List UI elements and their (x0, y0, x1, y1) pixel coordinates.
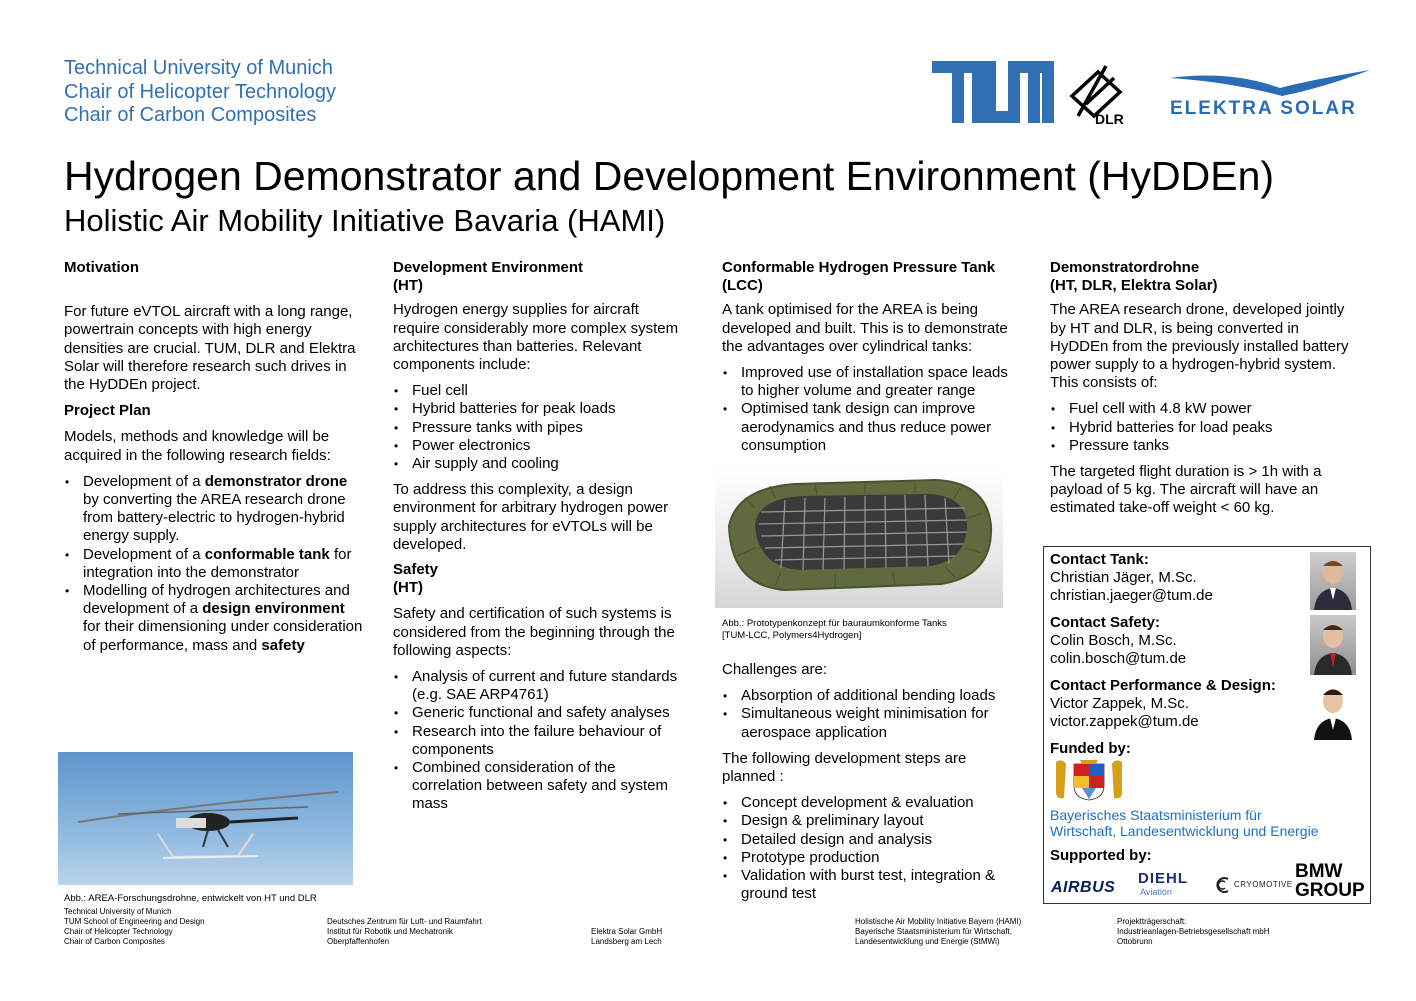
safety-list (393, 668, 688, 814)
development-heading-sub: (HT) (393, 277, 423, 295)
contact-box (1043, 546, 1371, 904)
list-item: • Simultaneous weight minimisation for aerospace application (722, 705, 1017, 741)
project-plan-heading: Project Plan (64, 402, 151, 420)
development-text-2: To address this complexity, a design environment for arbitrary hydrogen power supply architectures for eVTOLs will be developed. (393, 481, 669, 553)
footer-hami: Holistische Air Mobility Initiative Bayern (HAMI) Bayerische Staatsministerium für Wirtschaft, Landesentwicklung und Energie (StMWi) (855, 917, 1022, 946)
list-item: • Power electronics (393, 437, 688, 455)
motivation-text: For future eVTOL aircraft with a long range, powertrain concepts with high energy densities are crucial. TUM, DLR and Elektra Solar will therefore research such drives in the HyDDEn project. (64, 303, 356, 394)
list-item: • Combined consideration of the correlation between safety and system mass (393, 759, 688, 814)
list-item: • Fuel cell with 4.8 kW power (1050, 400, 1350, 418)
institution-block (64, 57, 336, 128)
cryomotive-icon (1215, 876, 1233, 894)
contact-tank-label: Contact Tank: (1050, 551, 1149, 568)
development-list (393, 382, 688, 473)
column-development (393, 259, 688, 814)
contact-tank-email[interactable]: christian.jaeger@tum.de (1050, 587, 1213, 604)
dlr-text: DLR (1095, 111, 1124, 127)
diehl-sub: Aviation (1140, 887, 1172, 897)
list-item: • Development of a conformable tank for integration into the demonstrator (64, 546, 364, 582)
list-item: • Fuel cell (393, 382, 688, 400)
footer-projekttraeger: Projektträgerschaft: Industrieanlagen-Betriebsgesellschaft mbH Ottobrunn (1117, 917, 1270, 946)
tank-list (722, 364, 1017, 455)
dlr-logo (1072, 66, 1120, 116)
list-item: • Detailed design and analysis (722, 831, 1017, 849)
contact-safety-email[interactable]: colin.bosch@tum.de (1050, 650, 1187, 667)
list-item: • Modelling of hydrogen architectures and development of a design environment for their dimensioning under consideration of performance, mass and safety (64, 582, 364, 655)
safety-heading-sub: (HT) (393, 579, 423, 597)
tank-text: A tank optimised for the AREA is being developed and built. This is to demonstrate the advantages over cylindrical tanks: (722, 301, 1008, 355)
development-heading: Development Environment (393, 259, 584, 276)
list-item: • Validation with burst test, integration & ground test (722, 867, 1017, 903)
poster-subtitle: Holistic Air Mobility Initiative Bavaria (HAMI) (64, 203, 666, 238)
contact-performance-email[interactable]: victor.zappek@tum.de (1050, 713, 1199, 730)
safety-heading: Safety (393, 561, 439, 579)
list-item: • Design & preliminary layout (722, 812, 1017, 830)
contact-performance-name: Victor Zappek, M.Sc. (1050, 695, 1189, 712)
footer-elektra: Elektra Solar GmbH Landsberg am Lech (591, 927, 663, 946)
steps-text: The following development steps are planned : (722, 749, 967, 786)
tank-heading-sub: (LCC) (722, 277, 763, 295)
demonstrator-text-2: The targeted flight duration is > 1h with a payload of 5 kg. The aircraft will have an estimated take-off weight < 60 kg. (1050, 463, 1322, 517)
project-plan-text: Models, methods and knowledge will be acquired in the following research fields: (64, 428, 331, 464)
demonstrator-heading-sub: (HT, DLR, Elektra Solar) (1050, 277, 1218, 295)
tank-heading: Conformable Hydrogen Pressure Tank (722, 259, 996, 276)
list-item: • Analysis of current and future standards (e.g. SAE ARP4761) (393, 668, 688, 704)
ministry-name: Bayerisches Staatsministerium für Wirtschaft, Landesentwicklung und Energie (1050, 807, 1319, 839)
column-motivation (64, 259, 364, 655)
institution-line: Chair of Carbon Composites (64, 104, 317, 126)
bmw-group-logo: BMW GROUP (1295, 861, 1365, 901)
contact-safety-name: Colin Bosch, M.Sc. (1050, 632, 1177, 649)
column-tank-lower (722, 661, 1017, 903)
avatar (1310, 680, 1356, 740)
list-item: • Pressure tanks with pipes (393, 419, 688, 437)
partner-logos (930, 58, 1372, 128)
steps-list (722, 794, 1017, 903)
funded-by-label: Funded by: (1050, 740, 1131, 757)
motivation-heading: Motivation (64, 259, 139, 276)
footer-dlr: Deutsches Zentrum für Luft- und Raumfahrt Institut für Robotik und Mechatronik Oberpfaffenhofen (327, 917, 482, 946)
airbus-logo: AIRBUS (1051, 879, 1116, 896)
elektra-solar-logo (1170, 70, 1370, 96)
contact-performance-label: Contact Performance & Design: (1050, 677, 1276, 694)
list-item: • Generic functional and safety analyses (393, 704, 688, 722)
institution-line: Technical University of Munich (64, 57, 333, 79)
list-item: • Optimised tank design can improve aerodynamics and thus reduce power consumption (722, 400, 1017, 455)
cryomotive-logo: CRYOMOTIVE (1234, 880, 1293, 889)
area-drone-photo (58, 752, 353, 885)
tank-image-caption: Abb.: Prototypenkonzept für bauraumkonforme Tanks [TUM-LCC, Polymers4Hydrogen] (722, 618, 947, 641)
contact-tank-name: Christian Jäger, M.Sc. (1050, 569, 1197, 586)
development-text: Hydrogen energy supplies for aircraft require considerably more complex system architectures than batteries. Relevant components include: (393, 301, 679, 374)
footer-tum: Technical University of Munich TUM School of Engineering and Design Chair of Helicopter Technology Chair of Carbon Composites (64, 907, 205, 946)
poster-title: Hydrogen Demonstrator and Development Environment (HyDDEn) (64, 153, 1275, 199)
avatar (1310, 552, 1356, 610)
column-demonstrator (1050, 259, 1350, 518)
demonstrator-text: The AREA research drone, developed jointly by HT and DLR, is being converted in HyDDEn from the previously installed battery power supply to a hydrogen-hybrid system. This consists of: (1050, 301, 1349, 392)
challenges-text: Challenges are: (722, 661, 828, 678)
list-item: • Improved use of installation space leads to higher volume and greater range (722, 364, 1017, 400)
conformable-tank-image (715, 468, 1003, 608)
list-item: • Hybrid batteries for load peaks (1050, 419, 1350, 437)
demonstrator-heading: Demonstratordrohne (1050, 259, 1200, 276)
avatar (1310, 615, 1356, 675)
list-item: • Absorption of additional bending loads (722, 687, 1017, 705)
project-plan-list (64, 473, 364, 655)
bavarian-coat-of-arms (1052, 758, 1126, 802)
demonstrator-list (1050, 400, 1350, 455)
tum-logo (932, 61, 1054, 123)
diehl-logo: DIEHL (1138, 870, 1188, 887)
contact-safety-label: Contact Safety: (1050, 614, 1161, 631)
column-tank (722, 259, 1017, 455)
list-item: • Research into the failure behaviour of components (393, 723, 688, 759)
list-item: • Prototype production (722, 849, 1017, 867)
elektra-solar-text: ELEKTRA SOLAR (1170, 98, 1357, 119)
challenges-list (722, 687, 1017, 742)
list-item: • Development of a demonstrator drone by converting the AREA research drone from battery-electric to hydrogen-hybrid energy supply. (64, 473, 364, 546)
list-item: • Air supply and cooling (393, 455, 688, 473)
list-item: • Hybrid batteries for peak loads (393, 400, 688, 418)
drone-photo-caption: Abb.: AREA-Forschungsdrohne, entwickelt von HT und DLR (64, 893, 317, 904)
institution-line: Chair of Helicopter Technology (64, 80, 337, 103)
list-item: • Pressure tanks (1050, 437, 1350, 455)
supported-by-label: Supported by: (1050, 847, 1152, 864)
safety-text: Safety and certification of such systems is considered from the beginning through the following aspects: (393, 605, 675, 659)
list-item: • Concept development & evaluation (722, 794, 1017, 812)
